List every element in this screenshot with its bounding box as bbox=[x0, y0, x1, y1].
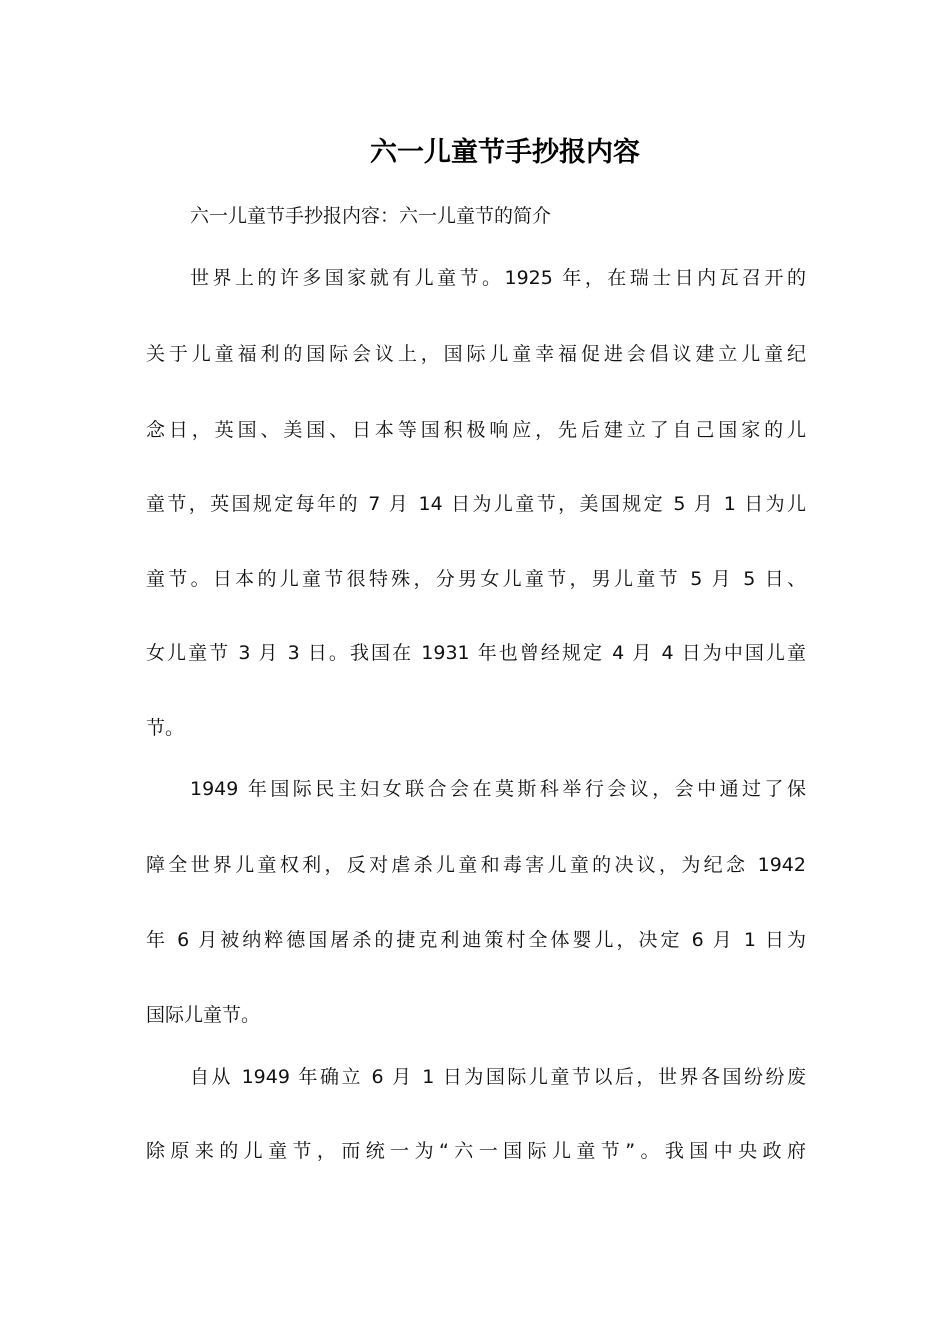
paragraph-line: 年 6 月被纳粹德国屠杀的捷克利迪策村全体婴儿，决定 6 月 1 日为 bbox=[146, 929, 806, 951]
paragraph-line: 念日，英国、美国、日本等国积极响应，先后建立了自己国家的儿 bbox=[146, 419, 806, 441]
paragraph-line: 节。 bbox=[146, 717, 185, 739]
paragraph-line: 童节，英国规定每年的 7 月 14 日为儿童节，美国规定 5 月 1 日为儿 bbox=[146, 493, 806, 515]
paragraph-line: 除原来的儿童节，而统一为“六一国际儿童节”。我国中央政府 bbox=[146, 1140, 806, 1162]
subtitle-line: 六一儿童节手抄报内容：六一儿童节的简介 bbox=[190, 205, 552, 227]
paragraph-line: 世界上的许多国家就有儿童节。1925 年，在瑞士日内瓦召开的 bbox=[190, 267, 806, 289]
paragraph-line: 1949 年国际民主妇女联合会在莫斯科举行会议，会中通过了保 bbox=[190, 778, 806, 800]
paragraph-line: 国际儿童节。 bbox=[146, 1004, 261, 1026]
paragraph-line: 自从 1949 年确立 6 月 1 日为国际儿童节以后，世界各国纷纷废 bbox=[190, 1066, 806, 1088]
paragraph-line: 童节。日本的儿童节很特殊，分男女儿童节，男儿童节 5 月 5 日、 bbox=[146, 568, 806, 590]
paragraph-line: 障全世界儿童权利，反对虐杀儿童和毒害儿童的决议，为纪念 1942 bbox=[146, 854, 806, 876]
paragraph-line: 关于儿童福利的国际会议上，国际儿童幸福促进会倡议建立儿童纪 bbox=[146, 343, 806, 365]
paragraph-line: 女儿童节 3 月 3 日。我国在 1931 年也曾经规定 4 月 4 日为中国儿童 bbox=[146, 642, 806, 664]
document-title: 六一儿童节手抄报内容 bbox=[370, 137, 640, 168]
